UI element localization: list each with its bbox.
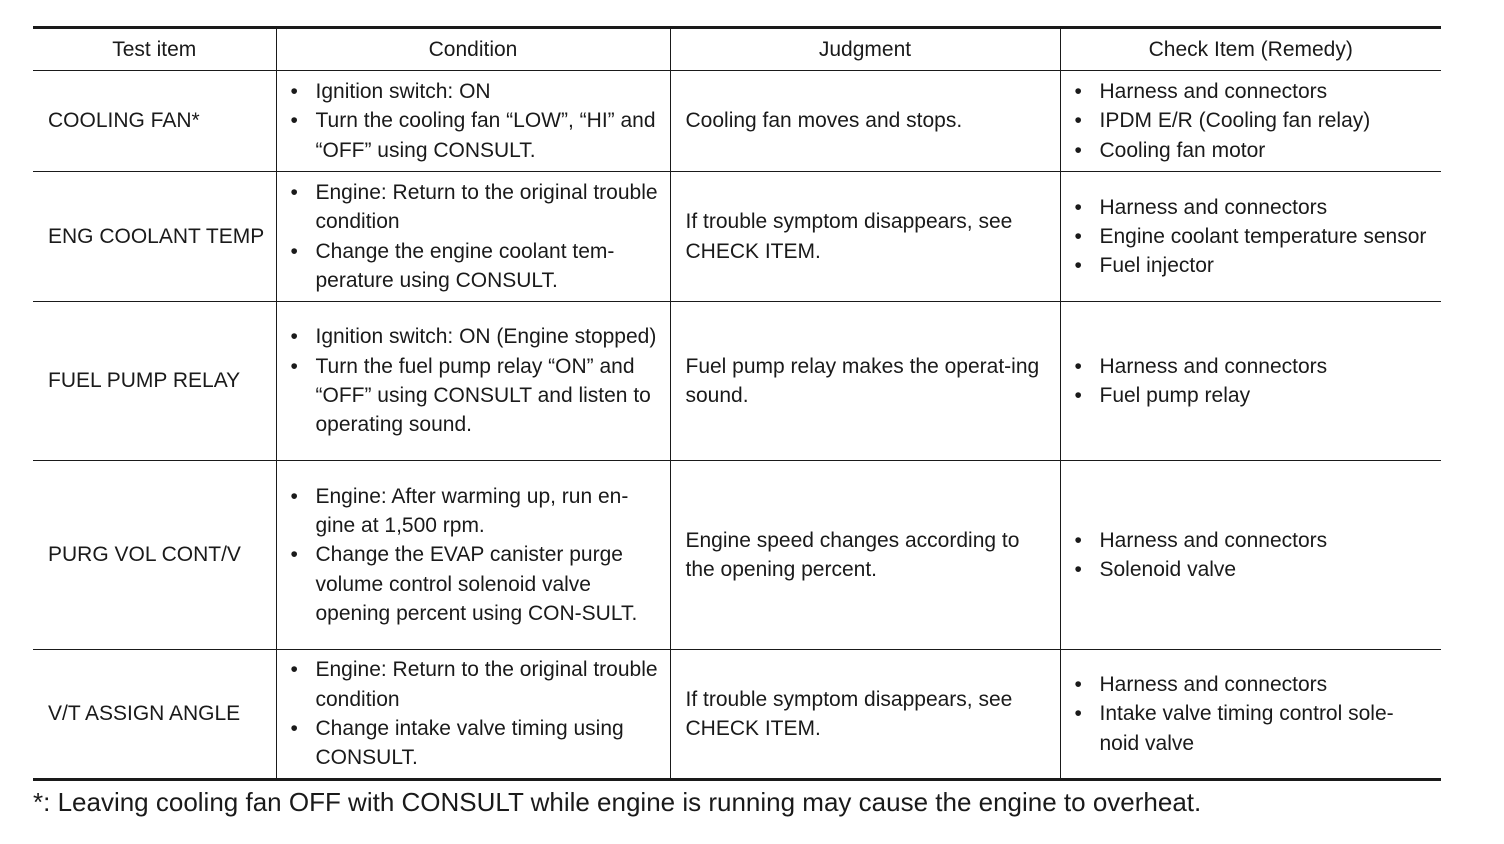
- condition-item: • Change the EVAP canister purge volume control solenoid valve opening percent using CON-SULT.: [291, 540, 662, 628]
- condition-cell: [276, 302, 670, 461]
- check-item-list: [1075, 352, 1434, 411]
- check-item-list: [1075, 670, 1434, 758]
- condition-cell: [276, 172, 670, 302]
- table-row: [33, 71, 1441, 172]
- test-item-cell: V/T ASSIGN ANGLE: [33, 650, 276, 780]
- judgment-cell: Cooling fan moves and stops.: [670, 71, 1060, 172]
- header-condition: Condition: [276, 28, 670, 71]
- condition-cell: [276, 461, 670, 650]
- table-row: [33, 302, 1441, 461]
- condition-item: • Turn the cooling fan “LOW”, “HI” and “OFF” using CONSULT.: [291, 106, 662, 165]
- test-item-cell: FUEL PUMP RELAY: [33, 302, 276, 461]
- check-item-cell: [1060, 172, 1441, 302]
- check-item: • Harness and connectors: [1075, 193, 1434, 222]
- check-item-cell: [1060, 461, 1441, 650]
- table-row: [33, 650, 1441, 780]
- check-item: • Solenoid valve: [1075, 555, 1434, 584]
- condition-item: • Engine: After warming up, run en-gine at 1,500 rpm.: [291, 482, 662, 541]
- check-item: • Harness and connectors: [1075, 670, 1434, 699]
- condition-list: [291, 77, 662, 165]
- check-item: • Fuel injector: [1075, 251, 1434, 280]
- test-item-cell: COOLING FAN*: [33, 71, 276, 172]
- condition-list: [291, 322, 662, 439]
- check-item: • Intake valve timing control sole-noid valve: [1075, 699, 1434, 758]
- check-item: • Harness and connectors: [1075, 77, 1434, 106]
- condition-item: • Change the engine coolant tem-perature using CONSULT.: [291, 237, 662, 296]
- condition-cell: [276, 650, 670, 780]
- header-judgment: Judgment: [670, 28, 1060, 71]
- condition-item: • Turn the fuel pump relay “ON” and “OFF” using CONSULT and listen to operating sound.: [291, 352, 662, 440]
- table-row: [33, 172, 1441, 302]
- table-row: [33, 461, 1441, 650]
- judgment-cell: Engine speed changes according to the opening percent.: [670, 461, 1060, 650]
- check-item-cell: [1060, 302, 1441, 461]
- header-check-item: Check Item (Remedy): [1060, 28, 1441, 71]
- test-item-cell: PURG VOL CONT/V: [33, 461, 276, 650]
- table-body: [33, 71, 1441, 780]
- header-test-item: Test item: [33, 28, 276, 71]
- check-item: • Fuel pump relay: [1075, 381, 1434, 410]
- condition-cell: [276, 71, 670, 172]
- test-item-cell: ENG COOLANT TEMP: [33, 172, 276, 302]
- condition-list: [291, 655, 662, 772]
- check-item: • Harness and connectors: [1075, 352, 1434, 381]
- condition-list: [291, 178, 662, 295]
- check-item: • Cooling fan motor: [1075, 136, 1434, 165]
- condition-item: • Ignition switch: ON: [291, 77, 662, 106]
- check-item-list: [1075, 526, 1434, 585]
- condition-item: • Engine: Return to the original trouble condition: [291, 178, 662, 237]
- judgment-cell: If trouble symptom disappears, see CHECK ITEM.: [670, 650, 1060, 780]
- check-item-list: [1075, 193, 1434, 281]
- footnote: *: Leaving cooling fan OFF with CONSULT while engine is running may cause the engine to overheat.: [33, 787, 1202, 817]
- check-item-cell: [1060, 71, 1441, 172]
- check-item-cell: [1060, 650, 1441, 780]
- condition-item: • Engine: Return to the original trouble condition: [291, 655, 662, 714]
- condition-item: • Change intake valve timing using CONSULT.: [291, 714, 662, 773]
- check-item: • Engine coolant temperature sensor: [1075, 222, 1434, 251]
- check-item: • Harness and connectors: [1075, 526, 1434, 555]
- table-header-row: [33, 28, 1441, 71]
- condition-list: [291, 482, 662, 628]
- judgment-cell: Fuel pump relay makes the operat-ing sound.: [670, 302, 1060, 461]
- judgment-cell: If trouble symptom disappears, see CHECK ITEM.: [670, 172, 1060, 302]
- condition-item: • Ignition switch: ON (Engine stopped): [291, 322, 662, 351]
- check-item-list: [1075, 77, 1434, 165]
- document-page: [33, 26, 1441, 819]
- active-test-table: [33, 26, 1441, 781]
- check-item: • IPDM E/R (Cooling fan relay): [1075, 106, 1434, 135]
